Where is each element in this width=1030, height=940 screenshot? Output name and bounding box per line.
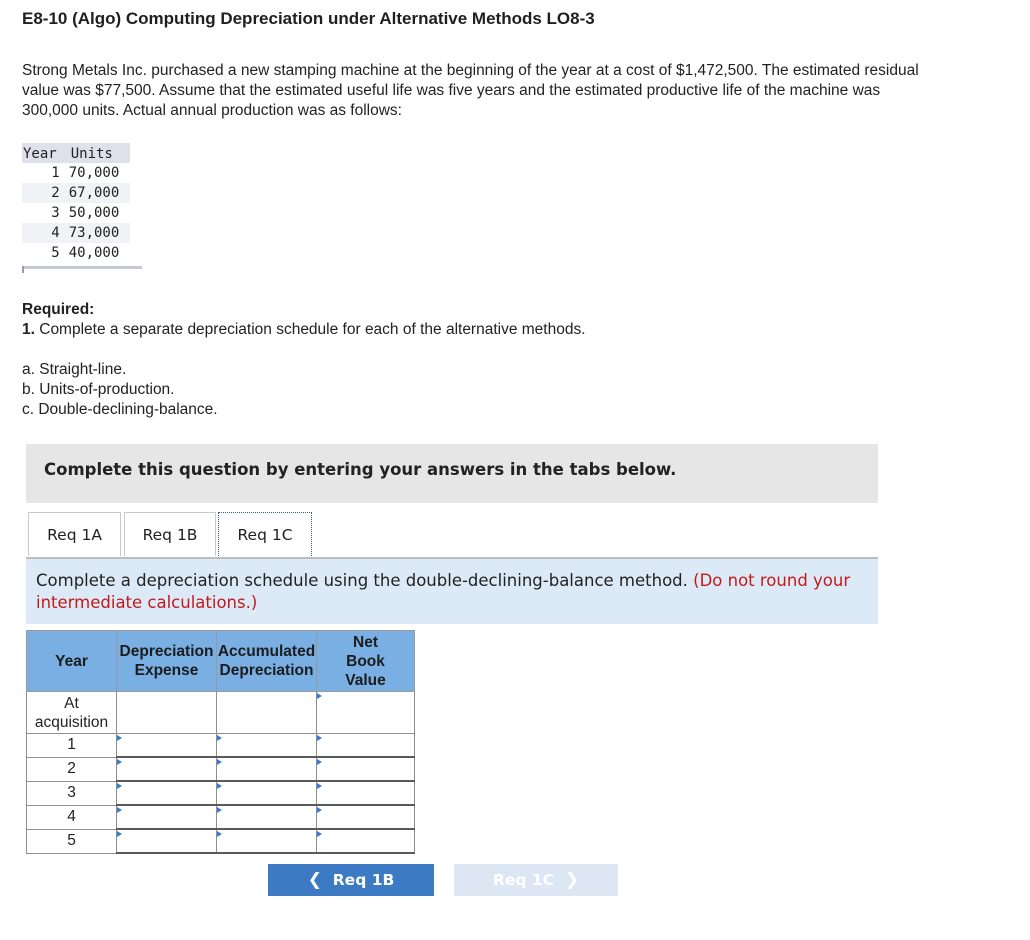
banner-text: Complete this question by entering your answers in the tabs below. (44, 460, 677, 479)
input-flag-icon (117, 759, 122, 765)
accum-input[interactable] (217, 829, 317, 853)
input-flag-icon (317, 735, 322, 741)
acq-nbv-input[interactable] (317, 692, 415, 734)
expense-input[interactable] (117, 781, 217, 805)
schedule-header-row (27, 631, 415, 692)
nbv-input[interactable] (317, 781, 415, 805)
required-heading: Required: (22, 301, 95, 318)
required-item-number: 1. (22, 321, 35, 338)
input-flag-icon (317, 759, 322, 765)
expense-input[interactable] (117, 734, 217, 758)
accum-input[interactable] (217, 757, 317, 781)
row-year: 5 (27, 829, 117, 853)
input-flag-icon (217, 783, 222, 789)
header-year: Year (27, 631, 117, 692)
input-flag-icon (217, 807, 222, 813)
tab-req-1b[interactable]: Req 1B (124, 512, 216, 556)
units-value: 67,000 (69, 183, 131, 203)
input-flag-icon (317, 783, 322, 789)
method-item: a. Straight-line. (22, 361, 127, 378)
acq-line2: acquisition (34, 713, 109, 731)
units-year: 5 (51, 245, 60, 261)
units-header-row (22, 143, 130, 163)
next-req-label: Req 1C (492, 871, 555, 889)
page-title: E8-10 (Algo) Computing Depreciation under Alternative Methods LO8-3 (22, 9, 595, 28)
schedule-row (27, 805, 415, 829)
header-expense-line2: Expense (134, 662, 199, 679)
header-nbv-line3: Value (345, 671, 386, 689)
acq-accum-cell (217, 692, 317, 734)
units-row (22, 243, 130, 263)
method-item: b. Units-of-production. (22, 381, 175, 398)
row-year: 1 (27, 734, 117, 758)
units-value: 70,000 (68, 165, 120, 181)
row-year: 4 (27, 805, 117, 829)
units-year: 4 (22, 223, 69, 243)
acq-line1: At (64, 694, 79, 712)
nbv-input[interactable] (317, 734, 415, 758)
chevron-left-icon: ❮ (307, 870, 322, 890)
units-header-year: Year (22, 143, 69, 163)
units-row (22, 223, 130, 243)
instructions-banner (26, 444, 878, 503)
header-accum-line1: Accumulated (217, 643, 316, 660)
method-item: c. Double-declining-balance. (22, 401, 218, 418)
input-flag-icon (117, 807, 122, 813)
header-net-book-value (317, 631, 415, 692)
input-flag-icon (117, 783, 122, 789)
nbv-input[interactable] (317, 757, 415, 781)
units-table-scrollbar (22, 266, 142, 269)
header-nbv-line2: Book (346, 652, 385, 670)
prev-req-button[interactable] (268, 864, 434, 896)
instructions-text (36, 570, 856, 614)
row-label-acquisition (27, 692, 117, 734)
input-flag-icon (117, 831, 122, 837)
header-accumulated-depreciation (217, 631, 317, 692)
schedule-row (27, 734, 415, 758)
required-section (22, 300, 586, 340)
expense-input[interactable] (117, 829, 217, 853)
problem-intro: Strong Metals Inc. purchased a new stamping machine at the beginning of the year at a cost of $1,472,500. The estimated residual value was $77,500. Assume that the estimated useful life was five years and the estimated productive life of the machine was 300,000 units. Actual annual production was as follows: (22, 62, 919, 119)
units-row (22, 203, 130, 223)
units-row (22, 163, 130, 183)
methods-list (22, 360, 218, 420)
units-year: 2 (22, 183, 69, 203)
expense-input[interactable] (117, 757, 217, 781)
accum-input[interactable] (217, 805, 317, 829)
units-table (22, 143, 130, 263)
input-flag-icon (317, 807, 322, 813)
instructions-note: (Do not round your intermediate calculations.) (36, 571, 851, 612)
schedule-row (27, 757, 415, 781)
schedule-row (27, 829, 415, 853)
expense-input[interactable] (117, 805, 217, 829)
accum-input[interactable] (217, 781, 317, 805)
tab-req-1a[interactable]: Req 1A (28, 512, 121, 556)
units-value: 73,000 (69, 223, 131, 243)
next-req-button (454, 864, 618, 896)
instructions-main: Complete a depreciation schedule using the double-declining-balance method. (36, 571, 694, 590)
input-flag-icon (217, 759, 222, 765)
schedule-row (27, 781, 415, 805)
required-item (22, 320, 586, 340)
header-accum-line2: Depreciation (219, 662, 314, 679)
chevron-right-icon: ❯ (564, 870, 580, 890)
units-year: 1 (51, 165, 60, 181)
header-depreciation-expense (117, 631, 217, 692)
row-year: 2 (27, 757, 117, 781)
units-value: 50,000 (68, 205, 120, 221)
header-expense-line1: Depreciation (119, 643, 214, 660)
input-flag-icon (317, 693, 322, 699)
units-year: 3 (51, 205, 60, 221)
units-row (22, 183, 130, 203)
nbv-input[interactable] (317, 805, 415, 829)
schedule-row-acquisition (27, 692, 415, 734)
tab-req-1c[interactable]: Req 1C (218, 512, 312, 556)
header-nbv-line1: Net (353, 633, 378, 651)
depreciation-schedule (26, 630, 415, 854)
units-header-units: Units (69, 143, 131, 163)
acq-expense-cell (117, 692, 217, 734)
units-value: 40,000 (68, 245, 120, 261)
nbv-input[interactable] (317, 829, 415, 853)
prev-req-label: Req 1B (332, 871, 395, 889)
accum-input[interactable] (217, 734, 317, 758)
required-item-text: Complete a separate depreciation schedule for each of the alternative methods. (34, 321, 586, 338)
input-flag-icon (317, 831, 322, 837)
tab-instructions (26, 559, 878, 624)
input-flag-icon (217, 735, 222, 741)
input-flag-icon (217, 831, 222, 837)
row-year: 3 (27, 781, 117, 805)
input-flag-icon (117, 735, 122, 741)
